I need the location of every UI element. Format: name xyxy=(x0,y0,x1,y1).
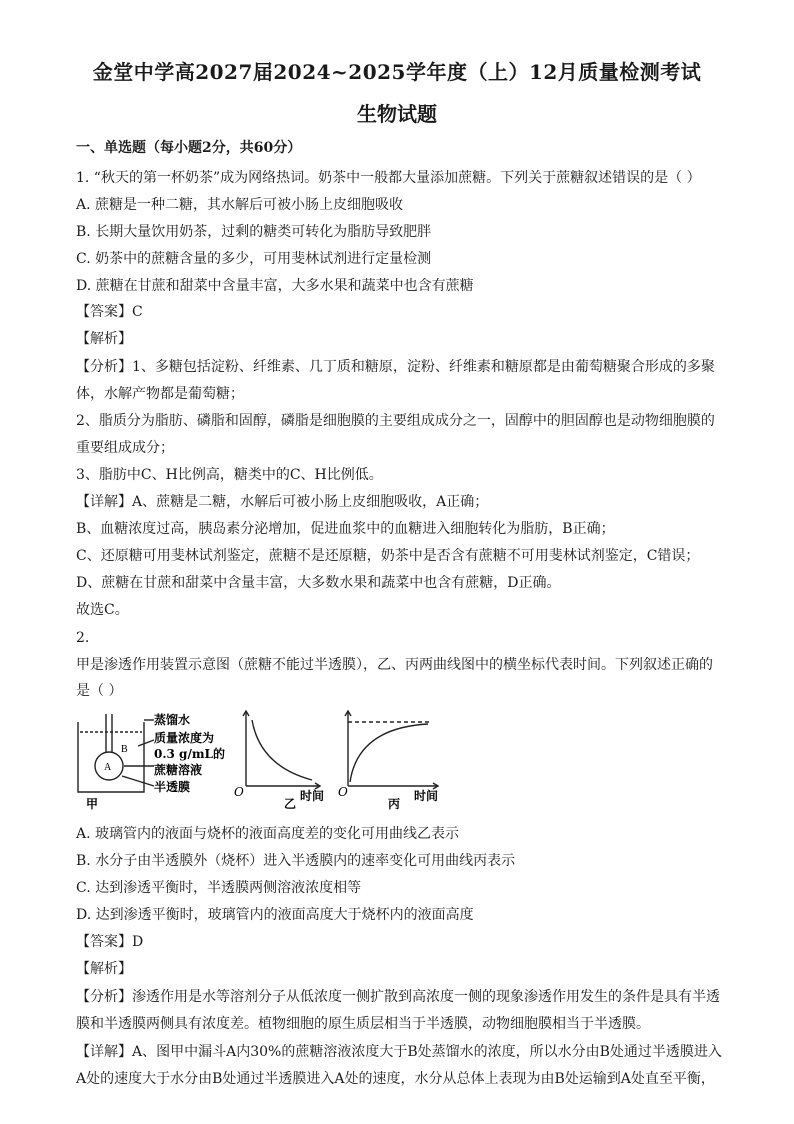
label-membrane: 半透膜 xyxy=(154,780,191,794)
osmosis-figure-svg xyxy=(74,710,474,810)
exam-subtitle: 生物试题 xyxy=(357,102,437,126)
q1-option-a: A. 蔗糖是一种二糖，其水解后可被小肠上皮细胞吸收 xyxy=(76,197,404,213)
q2-stem-line: 是（ ） xyxy=(76,683,123,699)
q1-analysis-line: 【分析】1、多糖包括淀粉、纤维素、几丁质和糖原，淀粉、纤维素和糖原都是由葡萄糖聚合形成的多聚 xyxy=(76,359,715,375)
label-distilled-water: 蒸馏水 xyxy=(154,713,191,727)
q2-stem-line: 甲是渗透作用装置示意图（蔗糖不能过半透膜），乙、丙两曲线图中的横坐标代表时间。下列叙述正确的 xyxy=(76,657,713,673)
q1-detail-line: 【详解】A、蔗糖是二糖，水解后可被小肠上皮细胞吸收，A正确； xyxy=(76,494,489,510)
q2-analysis-label: 【解析】 xyxy=(76,961,132,977)
section-title: 一、单选题（每小题2分，共60分） xyxy=(76,140,302,156)
q2-answer: 【答案】D xyxy=(76,934,144,950)
q2-analysis-line: 膜和半透膜两侧具有浓度差。植物细胞的原生质层相当于半透膜，动物细胞膜相当于半透膜。 xyxy=(76,1016,650,1032)
q1-stem: 1. “秋天的第一杯奶茶”成为网络热词。奶茶中一般都大量添加蔗糖。下列关于蔗糖叙述错误的是（ ） xyxy=(76,170,701,186)
q1-option-d: D. 蔗糖在甘蔗和甜菜中含量丰富，大多水果和蔬菜中也含有蔗糖 xyxy=(76,278,474,294)
leader-line xyxy=(138,740,154,746)
graph-yi-x-label: 时间 xyxy=(300,789,325,803)
q1-option-b: B. 长期大量饮用奶茶，过剩的糖类可转化为脂肪导致肥胖 xyxy=(76,224,432,240)
q2-option-c: C. 达到渗透平衡时，半透膜两侧溶液浓度相等 xyxy=(76,880,362,896)
caption-jia: 甲 xyxy=(86,797,99,810)
graph-yi-origin: O xyxy=(234,785,244,799)
q1-detail-line: B、血糖浓度过高，胰岛素分泌增加，促进血浆中的血糖进入细胞转化为脂肪，B正确； xyxy=(76,521,615,537)
q1-analysis-line: 体，水解产物都是葡萄糖； xyxy=(76,386,244,402)
graph-bing-origin: O xyxy=(338,785,348,799)
leader-line xyxy=(122,776,154,786)
q1-analysis-line: 重要组成成分； xyxy=(76,440,174,456)
beaker-diagram xyxy=(78,714,154,792)
point-b-label: B xyxy=(121,744,128,755)
label-concentration: 质量浓度为 xyxy=(154,731,215,745)
q2-analysis-line: 【分析】渗透作用是水等溶剂分子从低浓度一侧扩散到高浓度一侧的现象渗透作用发生的条件是具有半透 xyxy=(76,989,720,1005)
label-concentration-value: 0.3 g/mL的 xyxy=(154,747,225,761)
graph-bing-x-label: 时间 xyxy=(414,789,439,803)
label-sucrose-solution: 蔗糖溶液 xyxy=(154,763,203,777)
q1-conclusion: 故选C。 xyxy=(76,602,129,618)
osmosis-figure xyxy=(74,710,474,810)
q2-option-a: A. 玻璃管内的液面与烧杯的液面高度差的变化可用曲线乙表示 xyxy=(76,826,460,842)
exam-title: 金堂中学高2027届2024~2025学年度（上）12月质量检测考试 xyxy=(92,60,702,84)
q1-option-c: C. 奶茶中的蔗糖含量的多少，可用斐林试剂进行定量检测 xyxy=(76,251,432,267)
q1-analysis-line: 3、脂肪中C、H比例高，糖类中的C、H比例低。 xyxy=(76,467,383,483)
graph-bing xyxy=(345,711,438,789)
graph-yi xyxy=(243,711,320,789)
graph-yi-curve xyxy=(252,720,312,780)
q1-answer: 【答案】C xyxy=(76,304,143,320)
q2-number: 2. xyxy=(76,630,90,646)
point-a-label: A xyxy=(104,762,112,773)
q2-detail-line: 【详解】A、图甲中漏斗A内30%的蔗糖溶液浓度大于B处蒸馏水的浓度，所以水分由B处通过半透膜进入 xyxy=(76,1044,722,1060)
q1-analysis-label: 【解析】 xyxy=(76,331,132,347)
q1-detail-line: C、还原糖可用斐林试剂鉴定，蔗糖不是还原糖，奶茶中是否含有蔗糖不可用斐林试剂鉴定，C错误； xyxy=(76,548,700,564)
caption-bing: 丙 xyxy=(388,797,401,810)
q1-analysis-line: 2、脂质分为脂肪、磷脂和固醇，磷脂是细胞膜的主要组成成分之一，固醇中的胆固醇也是动物细胞膜的 xyxy=(76,413,715,429)
graph-bing-curve xyxy=(350,724,428,782)
caption-yi: 乙 xyxy=(284,797,297,810)
q2-option-d: D. 达到渗透平衡时，玻璃管内的液面高度大于烧杯内的液面高度 xyxy=(76,907,474,923)
q1-detail-line: D、蔗糖在甘蔗和甜菜中含量丰富，大多数水果和蔬菜中也含有蔗糖，D正确。 xyxy=(76,575,561,591)
q2-option-b: B. 水分子由半透膜外（烧杯）进入半透膜内的速率变化可用曲线丙表示 xyxy=(76,853,516,869)
q2-detail-line: A处的速度大于水分由B处通过半透膜进入A处的速度，水分从总体上表现为由B处运输到A处直至平衡， xyxy=(76,1071,715,1087)
